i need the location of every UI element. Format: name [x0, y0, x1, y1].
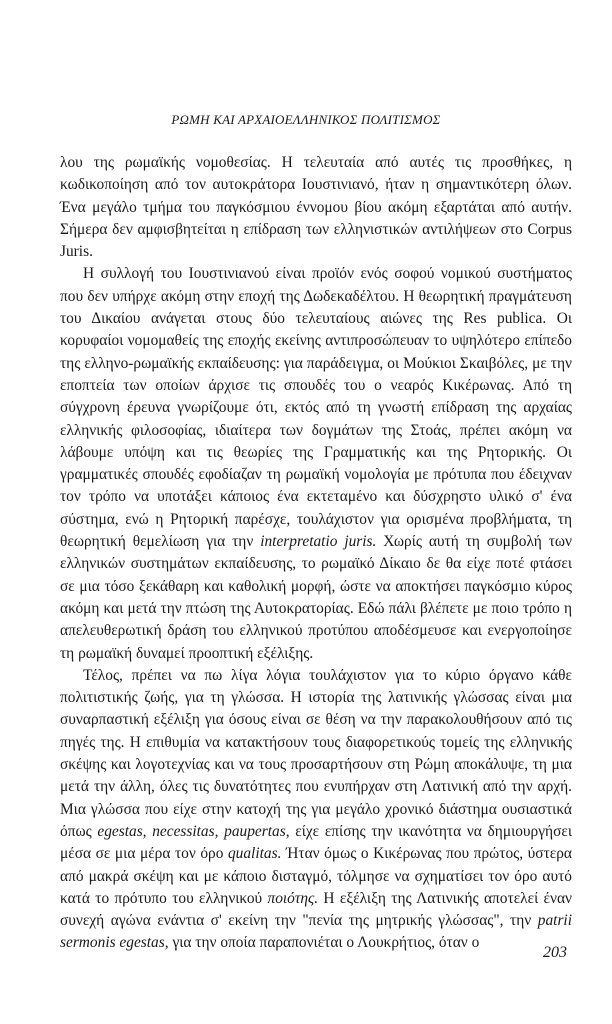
italic-text-segment: qualitas. [227, 845, 282, 863]
text-segment: Τέλος, πρέπει να πω λίγα λόγια τουλάχιστον για το κύριο όργανο κάθε πολιτιστικής ζωής, για τη γλώσσα. Η ιστορία της λατινικής γλώσσας είναι μια συναρπαστική εξέλιξη για όσους είναι σε θέση να την παρακολουθήσουν από τις πηγές της. Η επιθυμία να κατακτήσουν τους διαφορετικούς τομείς της ελληνικής σκέψης και λογοτεχνίας και να τους προσαρτήσουν στη Ρώμη αποκάλυψε, τη μια μετά την άλλη, όλες τις δυνατότητες που ενυπήρχαν στη Λατινική από την αρχή. Μια γλώσσα που είχε στην κατοχή της για μεγάλο χρονικό διάστημα ουσιαστικά όπως [60, 666, 572, 840]
paragraph-3 [60, 665, 572, 955]
page-number: 203 [543, 944, 567, 961]
italic-text-segment: interpretatio juris. [260, 533, 377, 551]
italic-text-segment: patrii sermonis egestas, [60, 912, 572, 952]
text-segment: λου της ρωμαϊκής νομοθεσίας. Η τελευταία από αυτές τις προσθήκες, η κωδικοποίηση από τον αυτοκράτορα Ιουστινιανό, ήταν η σημαντικότερη όλων. Ένα μεγάλο τμήμα του παγκόσμιου έννομου βίου ακόμη εξαρτάται από αυτήν. Σήμερα δεν αμφισβητείται η επίδραση των ελληνιστικών αντιλήψεων στο Corpus Juris. [60, 154, 572, 261]
italic-text-segment: ποιότης. [267, 889, 319, 907]
text-segment: Η εξέλιξη της Λατινικής αποτελεί έναν συνεχή αγώνα ενάντια σ' εκείνη την "πενία της μητρικής γλώσσας", την [60, 889, 572, 930]
text-segment: Ήταν όμως ο Κικέρωνας που πρώτος, ύστερα από μακρά σκέψη και με κάποιο δισταγμό, τόλμησε να σχηματίσει τον όρο αυτό κατά το πρότυπο του ελληνικού [60, 845, 572, 907]
paragraph-2 [60, 263, 572, 664]
paragraph-1 [60, 152, 572, 263]
text-segment: είχε επίσης την ικανότητα να δημιουργήσει μέσα σε μια μέρα τον όρο [60, 822, 572, 863]
body-text [60, 152, 572, 955]
italic-text-segment: egestas, necessitas, paupertas, [97, 822, 290, 840]
text-segment: Χωρίς αυτή τη συμβολή των ελληνικών συστημάτων εκπαίδευσης, το ρωμαϊκό Δίκαιο δε θα είχε ποτέ φτάσει σε μια τόσο ξεκάθαρη και καθολική μορφή, ώστε να αποκτήσει παγκόσμιο κύρος ακόμη και μετά την πτώση της Αυτοκρατορίας. Εδώ πάλι βλέπετε με ποιο τρόπο η απελευθερωτική δράση του ελληνικού προτύπου αποδέσμευσε και ενεργοποίησε τη ρωμαϊκή δυναμεί προοπτική εξέλιξης. [60, 533, 572, 662]
running-head: ΡΩΜΗ ΚΑΙ ΑΡΧΑΙΟΕΛΛΗΝΙΚΟΣ ΠΟΛΙΤΙΣΜΟΣ [171, 112, 441, 127]
text-segment: Η συλλογή του Ιουστινιανού είναι προϊόν ενός σοφού νομικού συστήματος που δεν υπήρχε ακόμη στην εποχή της Δωδεκαδέλτου. Η θεωρητική πραγμάτευση του Δικαίου ανάγεται στους δύο τελευταίους αιώνες της Res publica. Οι κορυφαίοι νομομαθείς της εποχής εκείνης αντιπροσώπευαν το υψηλότερο επίπεδο της ελληνο-ρωμαϊκής εκπαίδευσης: για παράδειγμα, οι Μούκιοι Σκαιβόλες, με την εποπτεία των οποίων άρχισε τις σπουδές του ο νεαρός Κικέρωνας. Από τη σύγχρονη έρευνα γνωρίζουμε ότι, εκτός από τη γνωστή επίδραση της αρχαίας ελληνικής φιλοσοφίας, ιδιαίτερα των δογμάτων της Στοάς, πρέπει ακόμη να λάβουμε υπόψη και τις θεωρίες της Γραμματικής και της Ρητορικής. Οι γραμματικές σπουδές εφοδίαζαν τη ρωμαϊκή νομολογία με πρότυπα που έδειχναν τον τρόπο να υποτάξει κάποιος ένα εκτεταμένο και δύσχρηστο υλικό σ' ένα σύστημα, ενώ η Ρητορική παρέσχε, τουλάχιστον για ορισμένα προβλήματα, τη θεωρητική θεμελίωση για την [60, 265, 572, 551]
text-segment: για την οποία παραπονιέται ο Λουκρήτιος, όταν ο [168, 934, 480, 952]
